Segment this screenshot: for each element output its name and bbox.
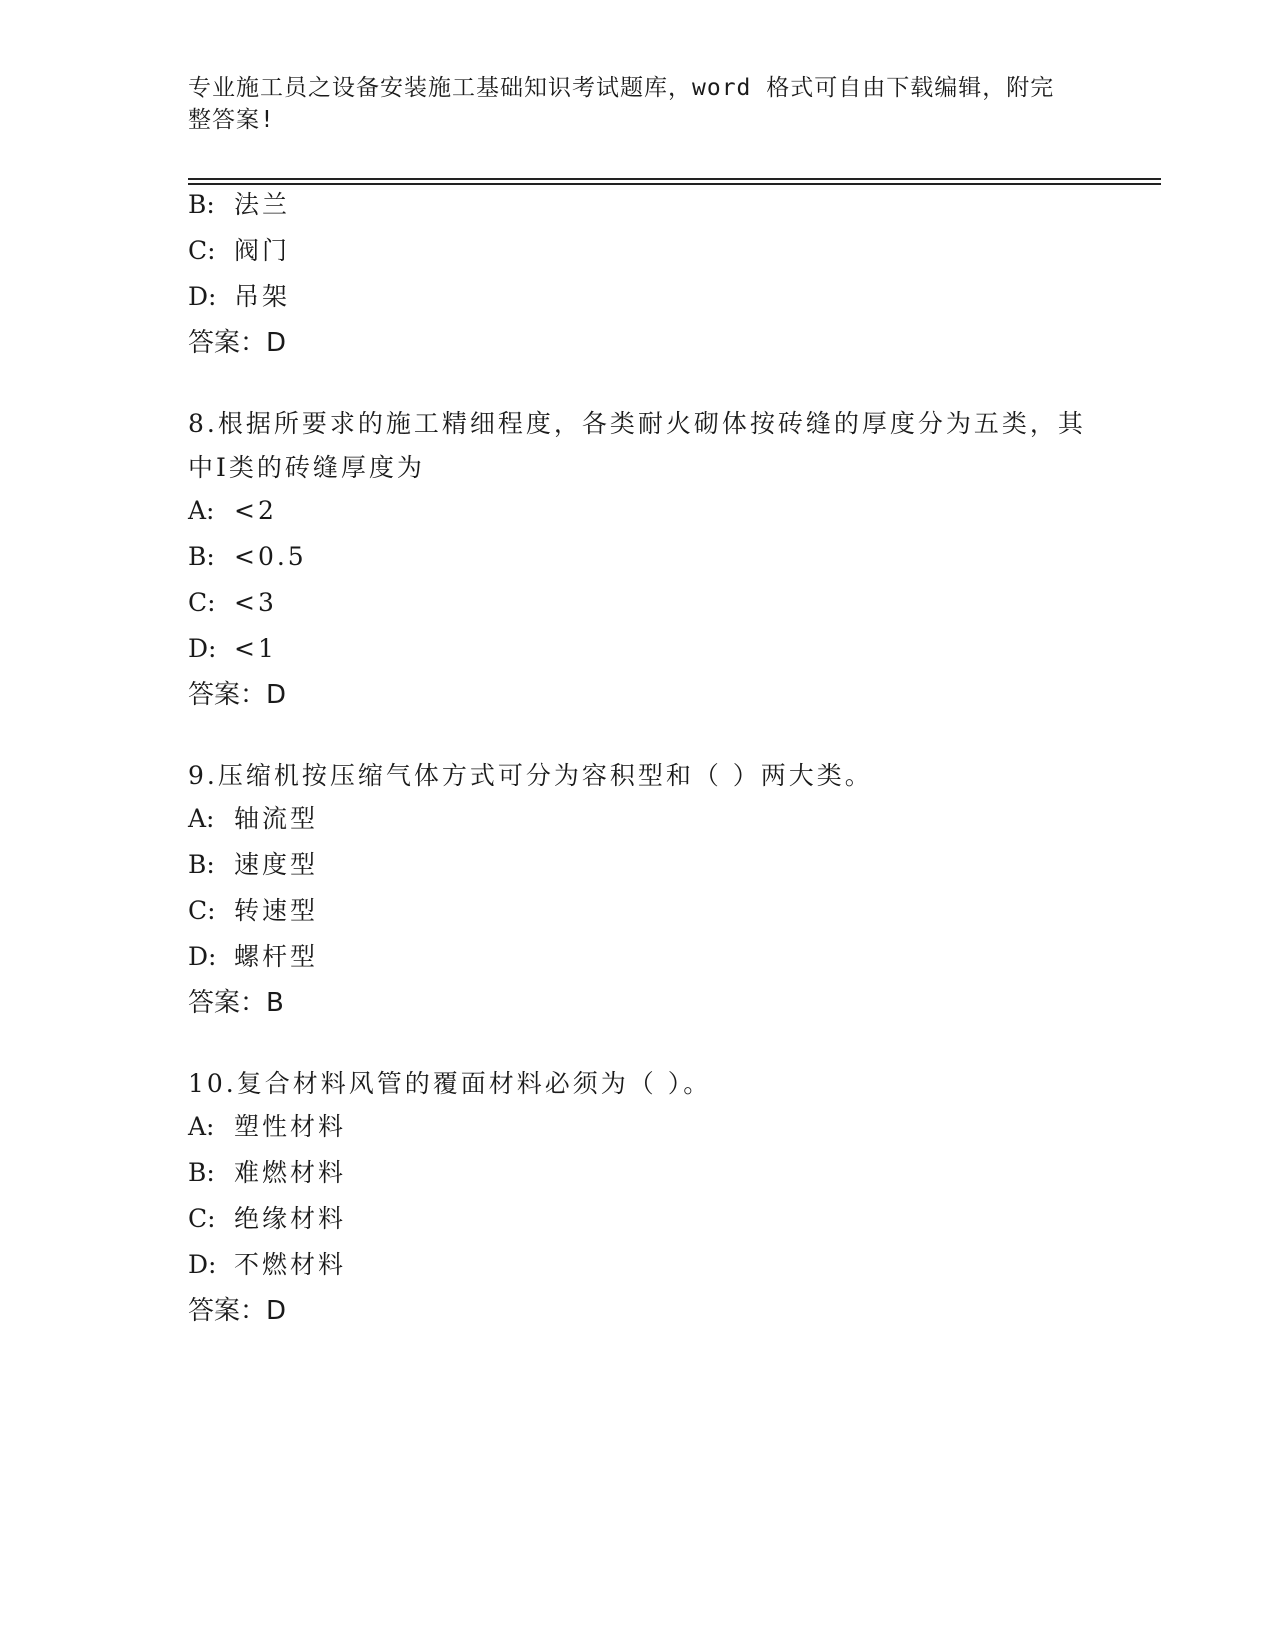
option-key: B:: [188, 542, 215, 571]
option-key: C:: [188, 896, 216, 925]
option-c: [188, 588, 1088, 618]
option-text: <0.5: [234, 542, 307, 571]
option-a: [188, 496, 1088, 526]
option-text: 吊架: [234, 282, 291, 311]
option-b: [188, 1158, 1088, 1188]
option-text: 转速型: [234, 896, 319, 925]
header-rule-top: [188, 178, 1161, 180]
option-key: C:: [188, 588, 216, 617]
option-key: C:: [188, 1204, 216, 1233]
option-text: 速度型: [234, 850, 319, 879]
option-key: D:: [188, 282, 217, 311]
option-d: [188, 282, 1088, 312]
option-text: 塑性材料: [234, 1112, 347, 1141]
option-key: B:: [188, 1158, 215, 1187]
question-stem: 10.复合材料风管的覆面材料必须为（ ）。: [188, 1069, 712, 1098]
option-c: [188, 896, 1088, 926]
option-text: 阀门: [234, 236, 291, 265]
option-text: 轴流型: [234, 804, 319, 833]
document-body: [188, 190, 1088, 1342]
option-key: B:: [188, 190, 215, 219]
option-text: 难燃材料: [234, 1158, 347, 1187]
answer-line: 答案：B: [188, 988, 284, 1018]
option-key: D:: [188, 1250, 217, 1279]
option-key: C:: [188, 236, 216, 265]
option-key: D:: [188, 942, 217, 971]
option-d: [188, 634, 1088, 664]
option-text: 螺杆型: [234, 942, 319, 971]
option-text: 法兰: [234, 190, 291, 219]
answer-line: 答案：D: [188, 1296, 287, 1326]
option-b: [188, 850, 1088, 880]
question-8: [188, 402, 1088, 710]
option-key: A:: [188, 1112, 215, 1141]
question-stem: 9.压缩机按压缩气体方式可分为容积型和（ ）两大类。: [188, 761, 873, 790]
option-c: [188, 236, 1088, 266]
page-header: 专业施工员之设备安装施工基础知识考试题库，word 格式可自由下载编辑，附完整答案!: [188, 75, 1055, 133]
option-c: [188, 1204, 1088, 1234]
option-key: D:: [188, 634, 217, 663]
question-10: [188, 1062, 1088, 1326]
option-key: A:: [188, 804, 215, 833]
option-key: B:: [188, 850, 215, 879]
question-stem: 8.根据所要求的施工精细程度，各类耐火砌体按砖缝的厚度分为五类，其中Ⅰ类的砖缝厚度为: [188, 409, 1086, 482]
option-d: [188, 942, 1088, 972]
option-text: <3: [234, 588, 277, 617]
option-a: [188, 804, 1088, 834]
option-text: 不燃材料: [234, 1250, 347, 1279]
question-9: [188, 754, 1088, 1018]
answer-line: 答案：D: [188, 680, 287, 710]
option-d: [188, 1250, 1088, 1280]
option-text: 绝缘材料: [234, 1204, 347, 1233]
option-text: <2: [234, 496, 277, 525]
option-b: [188, 190, 1088, 220]
header-rule-bottom: [188, 183, 1161, 185]
option-text: <1: [234, 634, 277, 663]
answer-line: 答案：D: [188, 328, 287, 358]
question-partial: [188, 190, 1088, 358]
option-b: [188, 542, 1088, 572]
option-key: A:: [188, 496, 215, 525]
option-a: [188, 1112, 1088, 1142]
